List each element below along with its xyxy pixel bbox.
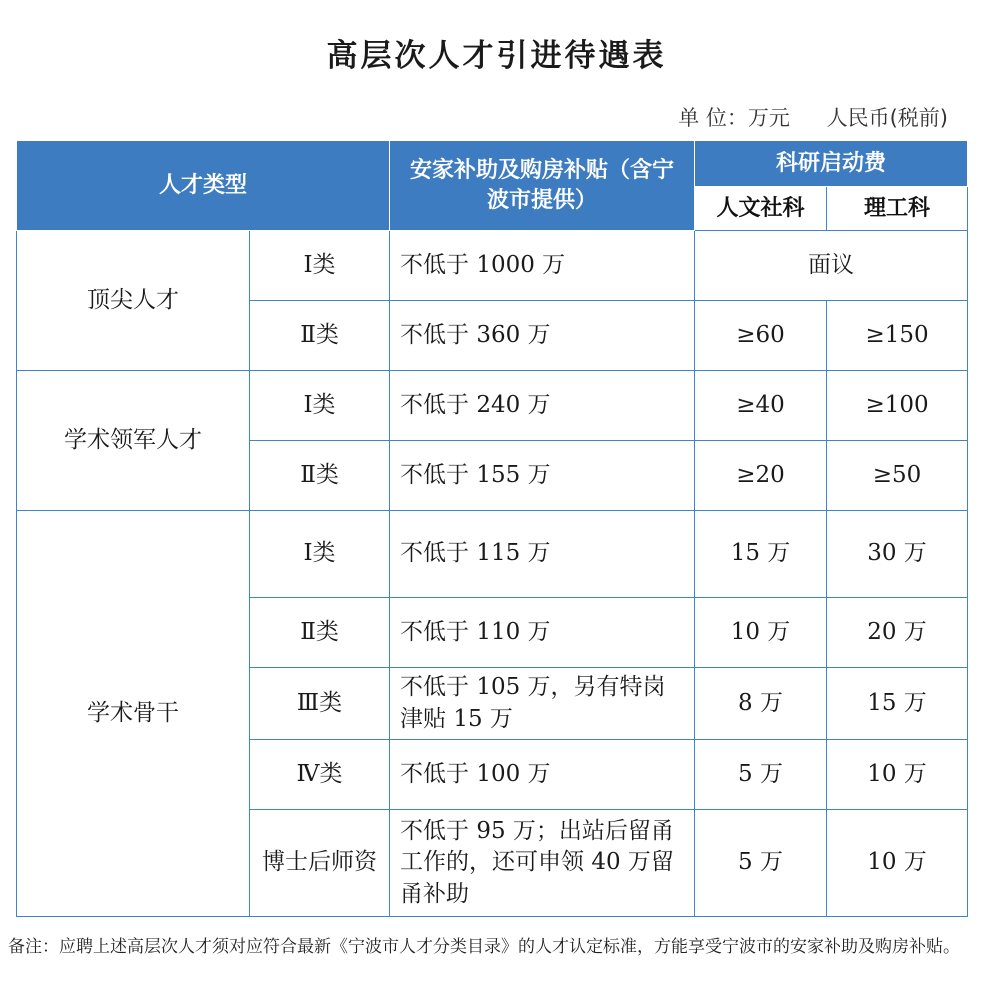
science-fund-cell: 10 万 (827, 810, 968, 917)
level-cell: Ⅰ类 (250, 231, 390, 301)
group-name-cell: 学术领军人才 (17, 371, 250, 511)
science-fund-cell: ≥100 (827, 371, 968, 441)
housing-subsidy-cell: 不低于 105 万，另有特岗津贴 15 万 (390, 668, 695, 740)
page-title: 高层次人才引进待遇表 (326, 38, 667, 74)
humanities-fund-cell: ≥40 (695, 371, 827, 441)
footnote: 备注：应聘上述高层次人才须对应符合最新《宁波市人才分类目录》的人才认定标准，方能享受宁波市的安家补助及购房补贴。 (8, 937, 960, 957)
table-row (17, 231, 968, 301)
housing-subsidy-cell: 不低于 360 万 (390, 301, 695, 371)
level-cell: Ⅱ类 (250, 598, 390, 668)
level-cell: Ⅱ类 (250, 301, 390, 371)
research-fund-merged-cell: 面议 (695, 231, 968, 301)
header-housing-subsidy: 安家补助及购房补贴（含宁波市提供） (390, 141, 695, 231)
humanities-fund-cell: ≥60 (695, 301, 827, 371)
level-cell: Ⅲ类 (250, 668, 390, 740)
level-cell: Ⅱ类 (250, 441, 390, 511)
housing-subsidy-cell: 不低于 1000 万 (390, 231, 695, 301)
science-fund-cell: ≥150 (827, 301, 968, 371)
housing-subsidy-cell: 不低于 155 万 (390, 441, 695, 511)
header-research-fund: 科研启动费 (695, 141, 968, 187)
level-cell: Ⅰ类 (250, 511, 390, 598)
housing-subsidy-cell: 不低于 110 万 (390, 598, 695, 668)
science-fund-cell: 15 万 (827, 668, 968, 740)
housing-subsidy-cell: 不低于 100 万 (390, 740, 695, 810)
group-name-cell: 顶尖人才 (17, 231, 250, 371)
humanities-fund-cell: 5 万 (695, 810, 827, 917)
humanities-fund-cell: 8 万 (695, 668, 827, 740)
level-cell: 博士后师资 (250, 810, 390, 917)
level-cell: Ⅰ类 (250, 371, 390, 441)
group-name-cell: 学术骨干 (17, 511, 250, 917)
header-talent-type: 人才类型 (17, 141, 390, 231)
benefits-table (16, 140, 968, 917)
housing-subsidy-cell: 不低于 115 万 (390, 511, 695, 598)
humanities-fund-cell: 10 万 (695, 598, 827, 668)
science-fund-cell: 10 万 (827, 740, 968, 810)
table-row (17, 511, 968, 598)
science-fund-cell: 30 万 (827, 511, 968, 598)
table-row (17, 371, 968, 441)
unit-label: 单 位：万元 (678, 106, 790, 130)
housing-subsidy-cell: 不低于 95 万；出站后留甬工作的，还可申领 40 万留甬补助 (390, 810, 695, 917)
header-humanities: 人文社科 (695, 187, 827, 231)
humanities-fund-cell: 5 万 (695, 740, 827, 810)
science-fund-cell: 20 万 (827, 598, 968, 668)
header-science-eng: 理工科 (827, 187, 968, 231)
level-cell: Ⅳ类 (250, 740, 390, 810)
humanities-fund-cell: 15 万 (695, 511, 827, 598)
table-body (17, 231, 968, 917)
humanities-fund-cell: ≥20 (695, 441, 827, 511)
science-fund-cell: ≥50 (827, 441, 968, 511)
unit-line (0, 102, 948, 132)
housing-subsidy-cell: 不低于 240 万 (390, 371, 695, 441)
currency-label: 人民币(税前) (826, 106, 948, 130)
